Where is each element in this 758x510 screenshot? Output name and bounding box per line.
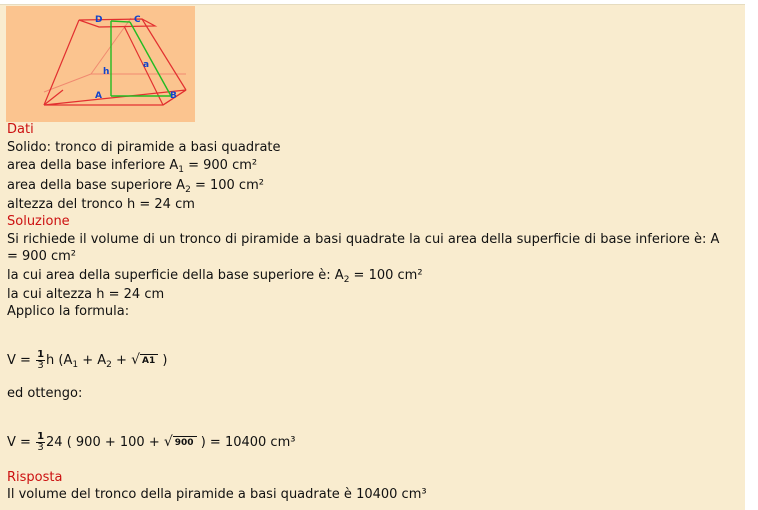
label-A: A	[95, 91, 102, 101]
dati-a1-sub: 1	[178, 165, 184, 175]
soluzione-line-5: Applico la formula:	[7, 304, 130, 319]
formula-sub-2: 2	[106, 360, 112, 370]
calc-denominator: 3	[37, 442, 44, 453]
soluzione-line-4: la cui altezza h = 24 cm	[7, 287, 165, 302]
calc-numerator: 1	[37, 431, 45, 442]
formula-mid-2: + A	[78, 353, 107, 368]
lateral-edge	[44, 20, 79, 105]
top-apothem-segment	[111, 21, 130, 22]
formula-lhs: V =	[7, 353, 36, 368]
label-B: B	[170, 91, 177, 101]
formula-mid-1: h (A	[46, 353, 73, 368]
dati-heading: Dati	[7, 122, 34, 137]
formula-fraction	[36, 350, 45, 371]
ed-ottengo: ed ottengo:	[7, 386, 83, 401]
label-a-small: a	[143, 60, 150, 70]
soluzione-line-1: Si richiede il volume di un tronco di piramide a basi quadrate la cui area della superficie di base inferiore è: A	[7, 232, 720, 247]
dati-area-inferiore	[7, 158, 257, 174]
volume-calculation	[7, 430, 295, 455]
formula-denominator: 3	[37, 360, 44, 371]
soluzione-line-3-value: = 100 cm²	[349, 268, 423, 283]
sqrt-icon: √	[131, 352, 140, 368]
top-face	[79, 19, 155, 27]
dati-a1-value: = 900 cm²	[183, 158, 258, 173]
formula-sub-1: 1	[72, 360, 79, 370]
dati-altezza: altezza del tronco h = 24 cm	[7, 197, 195, 212]
risposta-heading: Risposta	[7, 470, 63, 485]
soluzione-heading: Soluzione	[7, 214, 70, 229]
sqrt-icon: √	[163, 434, 173, 450]
formula-mid-3: +	[111, 353, 132, 368]
frustum-figure	[6, 6, 195, 122]
soluzione-line-3-text: la cui area della superficie della base superiore è: A	[7, 268, 344, 283]
soluzione-line-3-sub: 2	[343, 275, 350, 285]
calc-radicand: 900	[173, 436, 197, 448]
label-h: h	[103, 67, 110, 77]
dati-area-superiore	[7, 178, 264, 194]
volume-formula	[7, 348, 167, 373]
formula-numerator: 1	[37, 349, 45, 360]
bottom-face	[44, 90, 186, 105]
dati-a2-text: area della base superiore A	[7, 178, 186, 193]
frustum-drawing	[6, 6, 195, 122]
dati-solido: Solido: tronco di piramide a basi quadrate	[7, 140, 281, 155]
calc-mid: 24 ( 900 + 100 +	[46, 435, 164, 450]
calc-end: ) = 10400 cm³	[196, 435, 296, 450]
top-divider	[0, 0, 758, 5]
label-d: D	[95, 15, 103, 25]
soluzione-line-2: = 900 cm²	[7, 249, 76, 264]
risposta-text: Il volume del tronco della piramide a basi quadrate è 10400 cm³	[7, 487, 427, 502]
label-c: C	[134, 15, 141, 25]
dati-a2-sub: 2	[185, 185, 191, 195]
calc-lhs: V =	[7, 435, 36, 450]
dati-a1-text: area della base inferiore A	[7, 158, 179, 173]
dati-a2-value: = 100 cm²	[190, 178, 264, 193]
soluzione-line-3	[7, 268, 423, 284]
formula-end: )	[158, 353, 168, 368]
right-margin	[745, 4, 758, 510]
calc-fraction	[36, 432, 45, 453]
formula-radicand: A1	[140, 354, 158, 366]
